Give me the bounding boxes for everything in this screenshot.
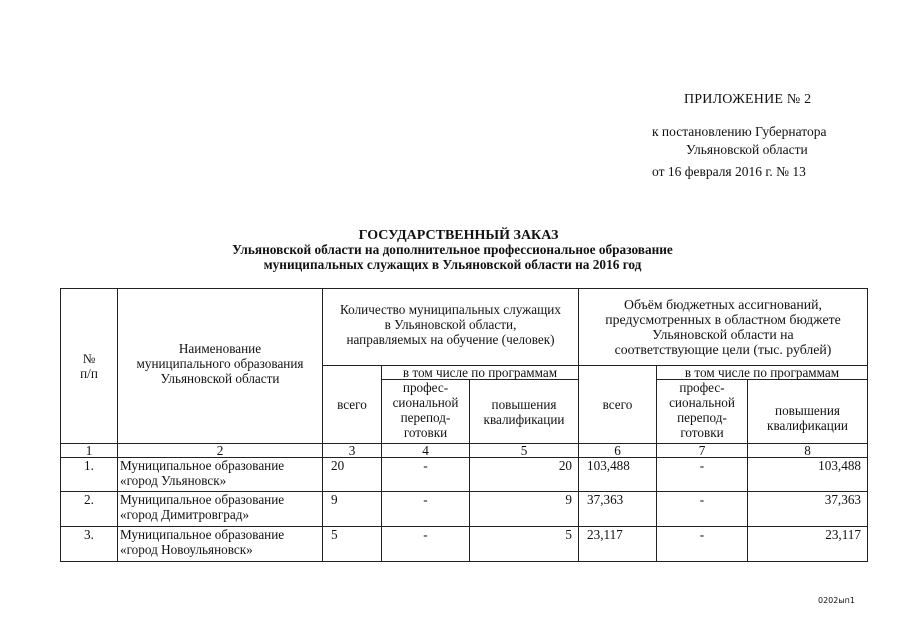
budget-retraining: - [657, 527, 748, 562]
budget-retraining: - [657, 458, 748, 492]
header-budget-allocation: Объём бюджетных ассигнований, предусмотренных в областном бюджете Ульяновской области на соответствующие цели (тыс. рублей) [579, 289, 868, 366]
table-row [61, 527, 868, 562]
header-employee-count: Количество муниципальных служащих в Ульяновской области, направляемых на обучение (человек) [323, 289, 579, 366]
budget-qualification: 37,363 [748, 492, 868, 527]
budget-qualification: 103,488 [748, 458, 868, 492]
header-count-retraining: профес- сиональной перепод- готовки [382, 380, 470, 444]
header-municipality-name: Наименование муниципального образования Ульяновской области [118, 289, 323, 444]
count-retraining: - [382, 458, 470, 492]
count-total: 5 [323, 527, 382, 562]
row-index: 2. [61, 492, 118, 527]
column-number: 3 [323, 444, 382, 458]
municipality-name: Муниципальное образование «город Ульяновск» [118, 458, 323, 492]
count-total: 9 [323, 492, 382, 527]
header-count-total: всего [323, 366, 382, 444]
budget-qualification: 23,117 [748, 527, 868, 562]
header-budget-qualification: повышения квалификации [748, 380, 868, 444]
row-index: 1. [61, 458, 118, 492]
decree-reference-line: к постановлению Губернатора [652, 124, 827, 139]
state-order-table [60, 288, 868, 562]
document-subtitle-line1: Ульяновской области на дополнительное профессиональное образование [232, 242, 673, 257]
column-number-row [61, 444, 868, 458]
municipality-name: Муниципальное образование «город Димитровград» [118, 492, 323, 527]
header-budget-total: всего [579, 366, 657, 444]
budget-total: 23,117 [579, 527, 657, 562]
header-number: № п/п [61, 289, 118, 444]
count-retraining: - [382, 527, 470, 562]
document-title: ГОСУДАРСТВЕННЫЙ ЗАКАЗ [358, 228, 559, 243]
table-row [61, 458, 868, 492]
count-qualification: 20 [470, 458, 579, 492]
budget-total: 37,363 [579, 492, 657, 527]
document-subtitle-line2: муниципальных служащих в Ульяновской области на 2016 год [263, 257, 642, 272]
column-number: 1 [61, 444, 118, 458]
budget-total: 103,488 [579, 458, 657, 492]
decree-reference-date: от 16 февраля 2016 г. № 13 [652, 164, 806, 179]
count-total: 20 [323, 458, 382, 492]
row-index: 3. [61, 527, 118, 562]
budget-retraining: - [657, 492, 748, 527]
document-stamp: 0202ып1 [818, 596, 855, 605]
count-retraining: - [382, 492, 470, 527]
decree-reference-region: Ульяновской области [686, 142, 808, 157]
column-number: 7 [657, 444, 748, 458]
header-count-including: в том числе по программам [382, 366, 579, 380]
count-qualification: 5 [470, 527, 579, 562]
header-budget-retraining: профес- сиональной перепод- готовки [657, 380, 748, 444]
table-row [61, 492, 868, 527]
header-budget-including: в том числе по программам [657, 366, 868, 380]
header-count-qualification: повышения квалификации [470, 380, 579, 444]
column-number: 4 [382, 444, 470, 458]
column-number: 5 [470, 444, 579, 458]
column-number: 6 [579, 444, 657, 458]
municipality-name: Муниципальное образование «город Новоульяновск» [118, 527, 323, 562]
count-qualification: 9 [470, 492, 579, 527]
column-number: 8 [748, 444, 868, 458]
appendix-label: ПРИЛОЖЕНИЕ № 2 [684, 92, 812, 107]
column-number: 2 [118, 444, 323, 458]
